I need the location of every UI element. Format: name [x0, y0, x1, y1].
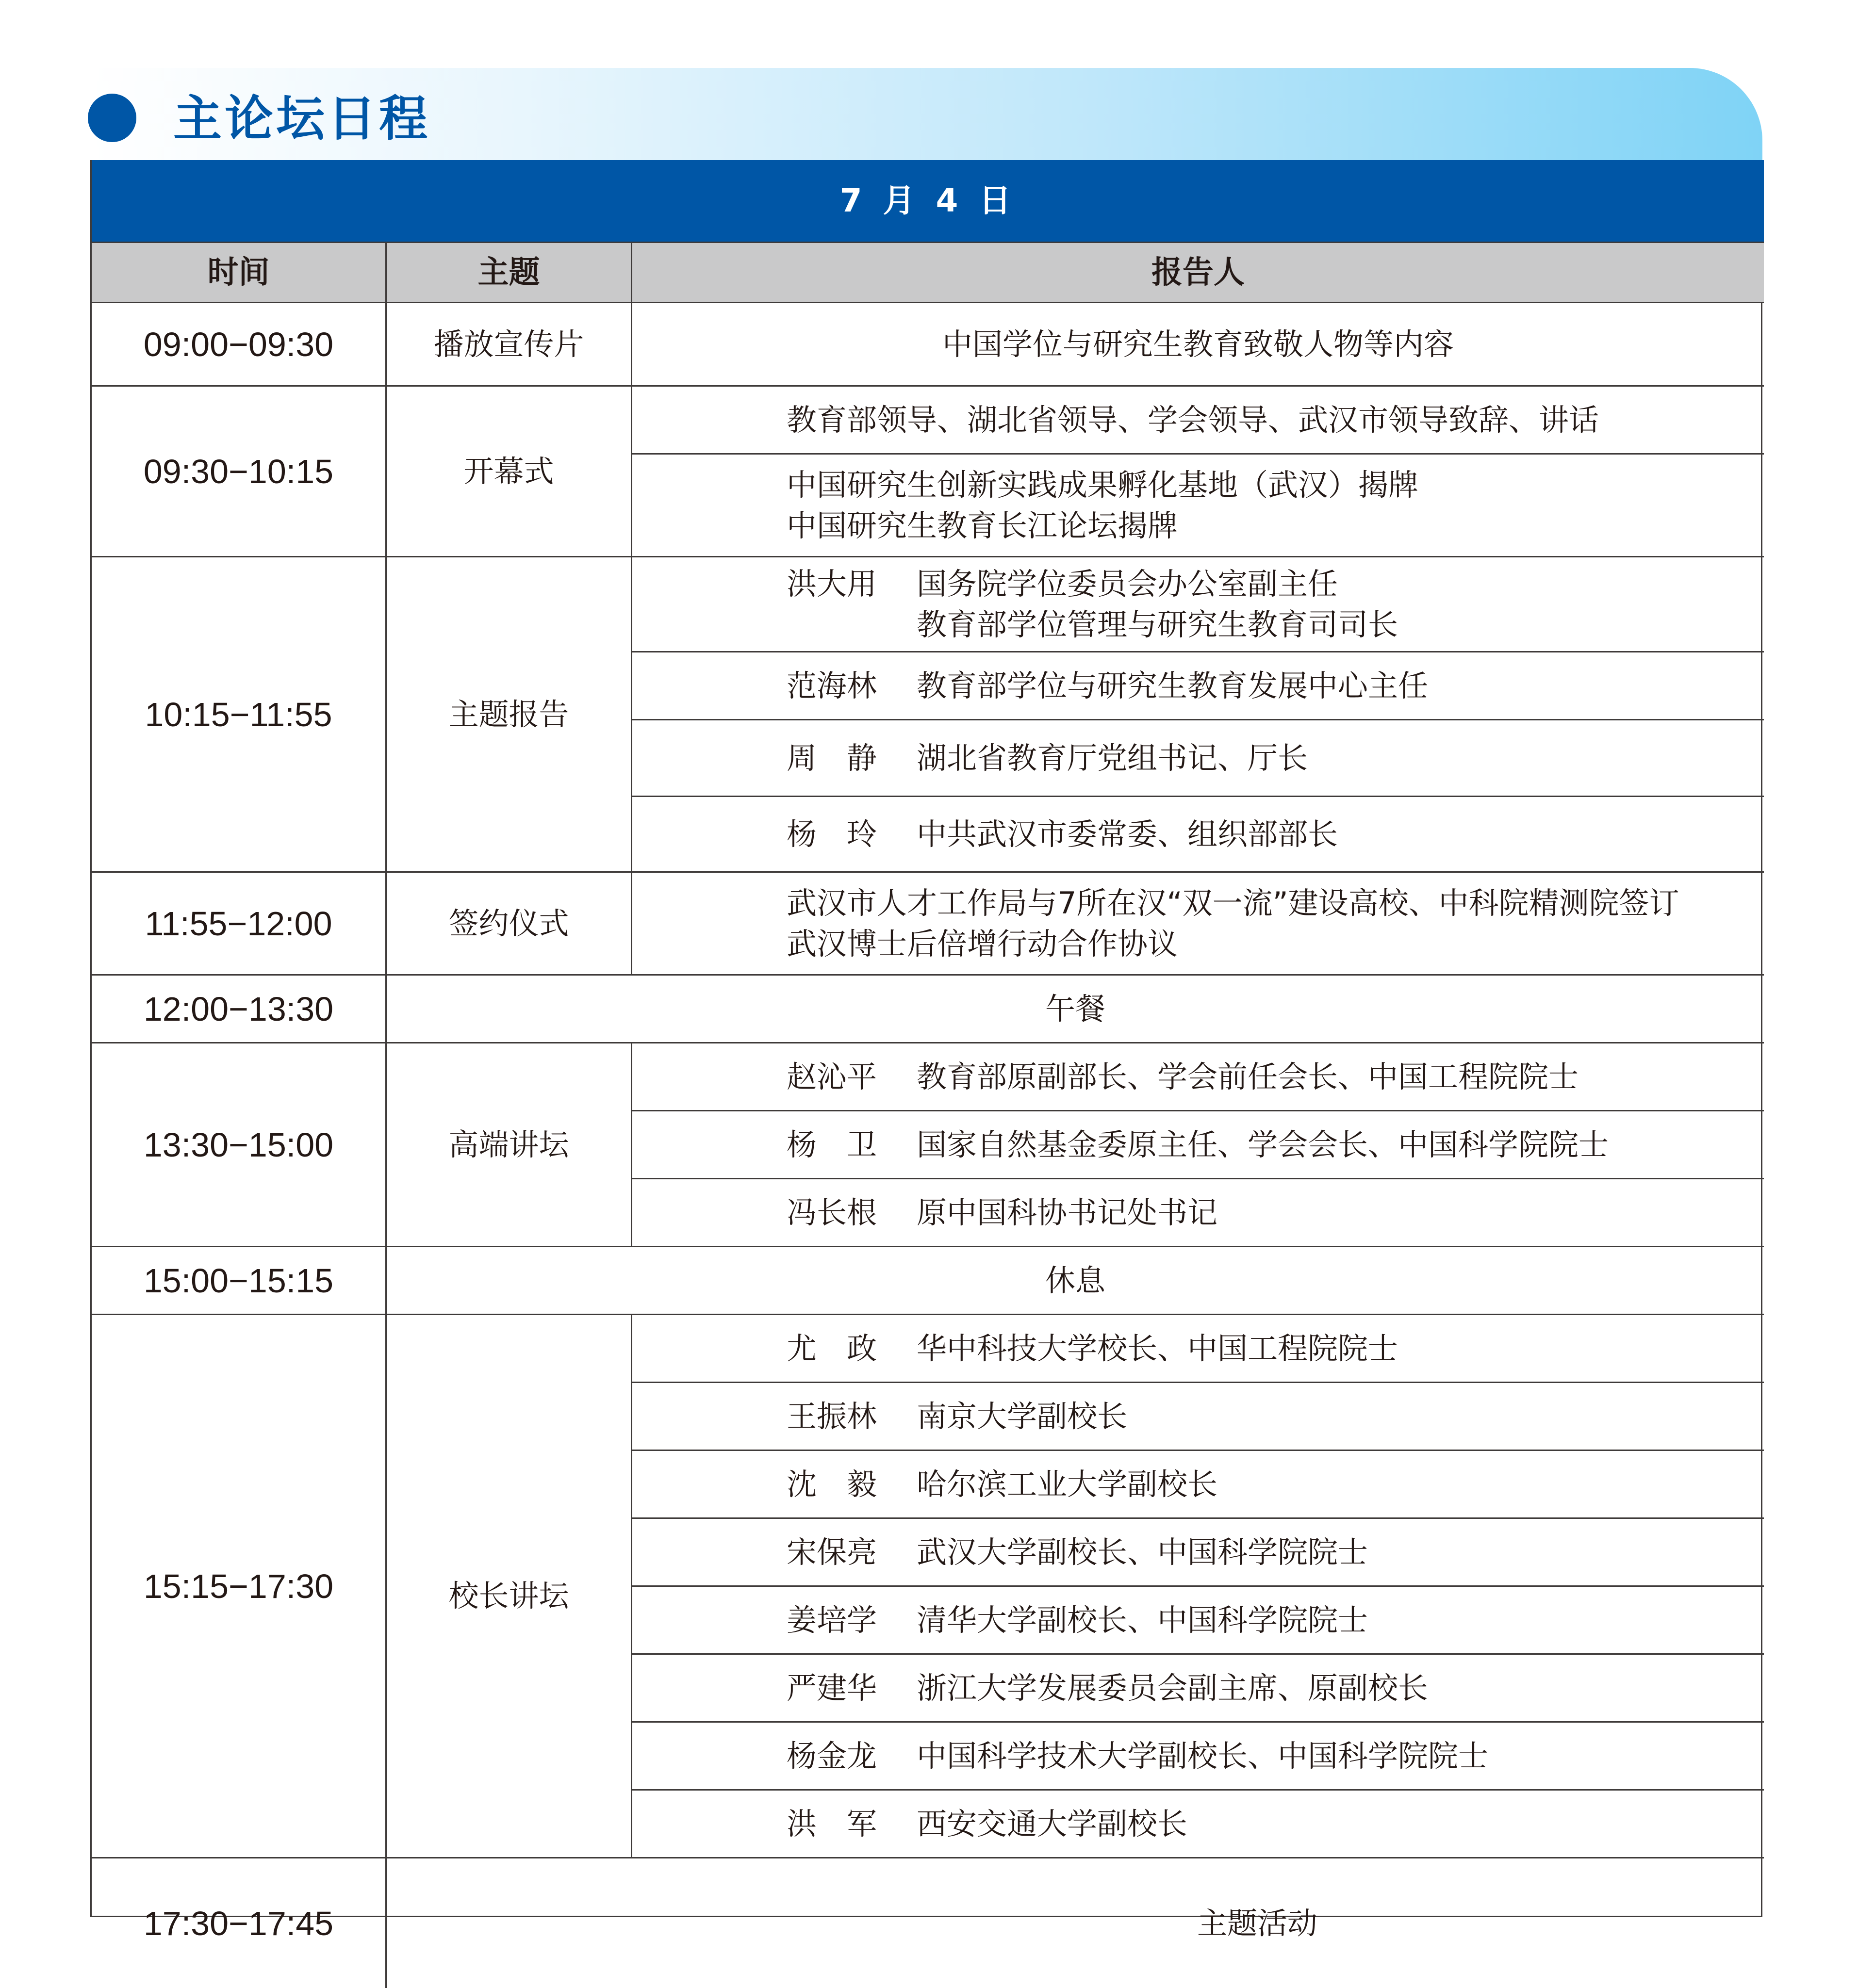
speaker-title: 清华大学副校长、中国科学院院士 [917, 1602, 1368, 1638]
speaker-name: 洪 军 [787, 1806, 877, 1841]
speaker-title: 武汉大学副校长、中国科学院院士 [917, 1534, 1368, 1570]
column-header-topic: 主题 [387, 242, 632, 302]
time-cell: 15:00−15:15 [92, 1246, 387, 1314]
content-cell: 主题活动 [387, 1857, 1764, 1988]
agenda-line: 武汉市人才工作局与7所在汉“双一流”建设高校、中科院精测院签订 [787, 885, 1679, 921]
speaker-name: 范海林 [787, 668, 877, 703]
speaker-name: 杨金龙 [787, 1738, 877, 1774]
speaker-title: 原中国科协书记处书记 [917, 1194, 1218, 1230]
speaker-name: 洪大用 [787, 566, 877, 602]
speaker-title: 教育部原副部长、学会前任会长、中国工程院院士 [917, 1059, 1579, 1094]
speaker-row [632, 1789, 1764, 1857]
speaker-title: 湖北省教育厅党组书记、厅长 [917, 740, 1308, 776]
speaker-title: 华中科技大学校长、中国工程院院士 [917, 1330, 1398, 1366]
speaker-row [632, 556, 1764, 651]
date-header: 7 月 4 日 [92, 160, 1764, 242]
column-header-time: 时间 [92, 242, 387, 302]
time-cell: 09:00−09:30 [92, 302, 387, 385]
speaker-name: 周 静 [787, 740, 877, 776]
content-cell: 中国学位与研究生教育致敬人物等内容 [632, 302, 1764, 385]
time-cell: 10:15−11:55 [92, 556, 387, 871]
topic-cell: 高端讲坛 [387, 1042, 632, 1246]
speaker-title: 中国科学技术大学副校长、中国科学院院士 [917, 1738, 1489, 1774]
speaker-title: 国务院学位委员会办公室副主任 [917, 566, 1338, 602]
agenda-line: 武汉博士后倍增行动合作协议 [787, 926, 1178, 961]
speaker-row [632, 1178, 1764, 1246]
column-header-speaker: 报告人 [632, 242, 1764, 302]
schedule-table [90, 160, 1762, 1942]
speaker-title: 教育部学位管理与研究生教育司司长 [917, 606, 1398, 642]
speaker-row [632, 1110, 1764, 1178]
speaker-row [632, 1653, 1764, 1721]
speaker-name: 赵沁平 [787, 1059, 877, 1094]
speaker-title: 哈尔滨工业大学副校长 [917, 1466, 1218, 1502]
topic-cell: 主题报告 [387, 556, 632, 871]
speaker-row [632, 1721, 1764, 1789]
speaker-row [632, 1382, 1764, 1450]
speaker-title: 南京大学副校长 [917, 1398, 1128, 1434]
topic-cell: 开幕式 [387, 385, 632, 556]
agenda-line: 教育部领导、湖北省领导、学会领导、武汉市领导致辞、讲话 [787, 402, 1599, 438]
speaker-name: 宋保亮 [787, 1534, 877, 1570]
time-cell: 15:15−17:30 [92, 1314, 387, 1857]
section-title: 主论坛日程 [173, 90, 430, 147]
speaker-name: 杨 玲 [787, 816, 877, 852]
content-cell: 休息 [387, 1246, 1764, 1314]
time-cell: 17:30−17:45 [92, 1857, 387, 1988]
speaker-name: 王振林 [787, 1398, 877, 1434]
speaker-row [632, 1585, 1764, 1653]
speaker-row [632, 1450, 1764, 1517]
speaker-row [632, 651, 1764, 719]
speaker-row [632, 1517, 1764, 1585]
speaker-name: 沈 毅 [787, 1466, 877, 1502]
agenda-item [632, 385, 1764, 453]
speaker-row [632, 719, 1764, 796]
speaker-title: 教育部学位与研究生教育发展中心主任 [917, 668, 1429, 703]
agenda-item [632, 871, 1764, 974]
speaker-row [632, 1042, 1764, 1110]
speaker-title: 国家自然基金委原主任、学会会长、中国科学院院士 [917, 1126, 1609, 1162]
agenda-item [632, 453, 1764, 556]
speaker-row [632, 1314, 1764, 1382]
topic-cell: 播放宣传片 [387, 302, 632, 385]
time-cell: 12:00−13:30 [92, 974, 387, 1042]
speaker-name: 杨 卫 [787, 1126, 877, 1162]
time-cell: 09:30−10:15 [92, 385, 387, 556]
speaker-name: 姜培学 [787, 1602, 877, 1638]
speaker-name: 严建华 [787, 1670, 877, 1706]
agenda-line: 中国研究生教育长江论坛揭牌 [787, 507, 1178, 543]
speaker-title: 中共武汉市委常委、组织部部长 [917, 816, 1338, 852]
time-cell: 11:55−12:00 [92, 871, 387, 974]
speaker-title: 西安交通大学副校长 [917, 1806, 1188, 1841]
topic-cell: 签约仪式 [387, 871, 632, 974]
content-cell: 午餐 [387, 974, 1764, 1042]
agenda-line: 中国研究生创新实践成果孵化基地（武汉）揭牌 [787, 467, 1419, 503]
topic-cell: 校长讲坛 [387, 1314, 632, 1857]
time-cell: 13:30−15:00 [92, 1042, 387, 1246]
bullet-dot-icon [88, 94, 136, 142]
speaker-name: 尤 政 [787, 1330, 877, 1366]
speaker-row [632, 796, 1764, 871]
speaker-title: 浙江大学发展委员会副主席、原副校长 [917, 1670, 1429, 1706]
speaker-name: 冯长根 [787, 1194, 877, 1230]
